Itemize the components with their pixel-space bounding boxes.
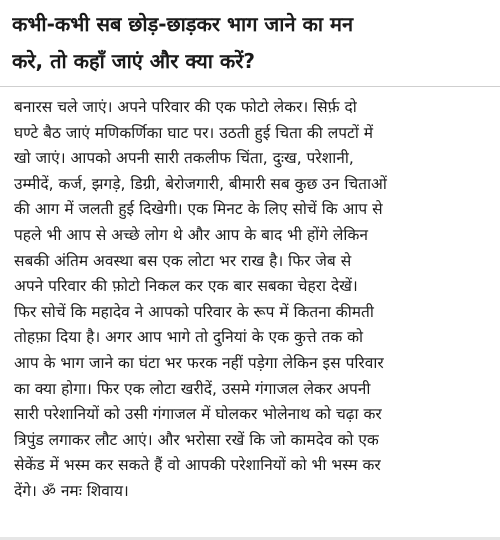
post-body: [14, 95, 494, 505]
body-line: फिर सोचें कि महादेव ने आपको परिवार के रूप में कितना कीमती: [14, 302, 374, 321]
body-line: बनारस चले जाएं। अपने परिवार की एक फोटो लेकर। सिर्फ़ दो: [14, 98, 357, 116]
body-line: सबकी अंतिम अवस्था बस एक लोटा भर राख है। फिर जेब से: [14, 251, 352, 270]
post-title: [12, 6, 490, 80]
body-line: त्रिपुंड लगाकर लौट आएं। और भरोसा रखें कि जो कामदेव को एक: [14, 430, 379, 449]
title-line: करे, तो कहाँ जाएं और क्या करें?: [12, 49, 255, 73]
body-line: अपने परिवार की फ़ोटो निकल कर एक बार सबका चेहरा देखें।: [14, 277, 358, 296]
title-divider: [0, 86, 500, 87]
body-line: तोहफ़ा दिया है। अगर आप भागे तो दुनियां के एक कुत्ते तक को: [14, 328, 364, 347]
body-line: सेकेंड में भस्म कर सकते हैं वो आपकी परेशानियों को भी भस्म कर: [14, 456, 381, 475]
body-line: खो जाएं। आपको अपनी सारी तकलीफ चिंता, दुःख, परेशानी,: [14, 149, 354, 168]
title-line: कभी-कभी सब छोड़-छाड़कर भाग जाने का मन: [12, 12, 354, 36]
body-line: का क्या होगा। फिर एक लोटा खरीदें, उसमे गंगाजल लेकर अपनी: [14, 379, 371, 398]
body-line: देंगे। ॐ नमः शिवाय।: [14, 481, 129, 500]
body-line: आप के भाग जाने का घंटा भर फरक नहीं पड़ेगा लेकिन इस परिवार: [14, 353, 384, 372]
body-line: की आग में जलती हुई दिखेगी। एक मिनट के लिए सोचें कि आप से: [14, 200, 383, 219]
body-line: उम्मीदें, कर्ज, झगड़े, डिग्री, बेरोजगारी, बीमारी सब कुछ उन चिताओं: [14, 174, 387, 193]
body-line: घण्टे बैठ जाएं मणिकर्णिका घाट पर। उठती हुई चिता की लपटों में: [14, 123, 374, 142]
body-line: सारी परेशानियों को उसी गंगाजल में घोलकर भोलेनाथ को चढ़ा कर: [14, 405, 382, 424]
body-line: पहले भी आप से अच्छे लोग थे और आप के बाद भी होंगे लेकिन: [14, 225, 368, 244]
